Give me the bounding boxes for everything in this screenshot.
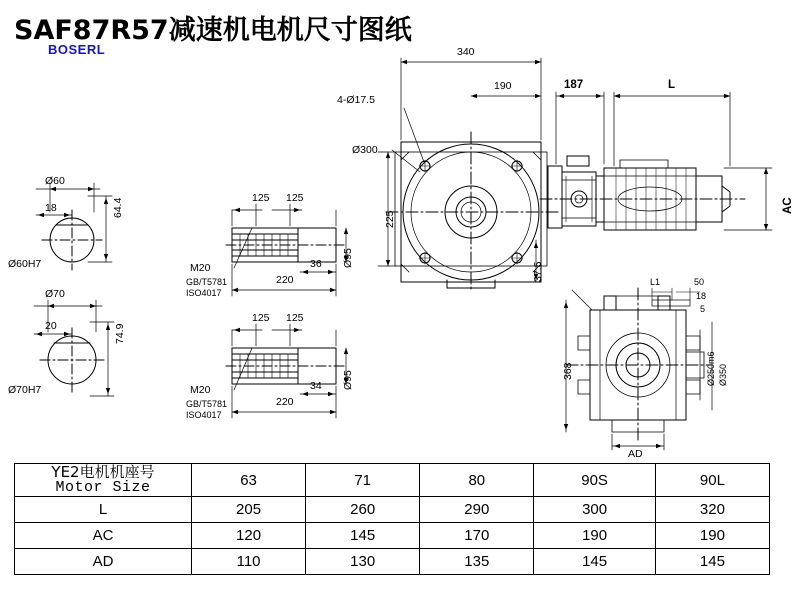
table-row <box>15 497 770 523</box>
dim-o95-b: Ø95 <box>342 370 354 390</box>
dim-37-5: 37.5 <box>532 261 544 282</box>
table-header-size-80: 80 <box>420 464 534 497</box>
brand-logo: BOSERL <box>48 42 106 57</box>
dim-AC: AC <box>782 197 794 214</box>
dim-o250m6: Ø250m6 <box>706 351 716 386</box>
cell-ac-90s: 190 <box>534 523 655 549</box>
dim-18b: 18 <box>696 291 707 301</box>
label-gb-5781-b: GB/T5781 <box>186 399 228 409</box>
cell-l-90s: 300 <box>534 497 655 523</box>
dim-34: 34 <box>310 380 322 392</box>
cell-ac-80: 170 <box>420 523 534 549</box>
motor-size-table <box>14 463 770 575</box>
dim-220-a: 220 <box>276 274 294 286</box>
table-row <box>15 523 770 549</box>
dim-125-c: 125 <box>252 312 270 324</box>
table-header-size-63: 63 <box>192 464 306 497</box>
cell-ac-63: 120 <box>192 523 306 549</box>
table-header-size-71: 71 <box>306 464 420 497</box>
dim-220-b: 220 <box>276 396 294 408</box>
dim-o95-a: Ø95 <box>342 248 354 268</box>
cell-l-63: 205 <box>192 497 306 523</box>
row-label-ac: AC <box>15 523 192 549</box>
label-m20-b: M20 <box>190 384 211 396</box>
dim-o60h7: Ø60H7 <box>8 258 42 270</box>
gearbox-bottom-view <box>564 288 712 450</box>
dim-20: 20 <box>45 320 57 332</box>
row-label-ad: AD <box>15 549 192 575</box>
table-row <box>15 549 770 575</box>
dim-190: 190 <box>494 80 512 92</box>
dim-125-d: 125 <box>286 312 304 324</box>
page-title: SAF87R57减速机电机尺寸图纸 <box>14 15 412 46</box>
cell-ac-71: 145 <box>306 523 420 549</box>
dim-o60: Ø60 <box>45 175 65 187</box>
dim-o70h7: Ø70H7 <box>8 384 42 396</box>
dim-64-4: 64.4 <box>112 197 124 218</box>
dim-74-9: 74.9 <box>114 323 126 344</box>
dim-o300: Ø300 <box>352 144 378 156</box>
label-m20-a: M20 <box>190 262 211 274</box>
dim-4x-o17-5: 4-Ø17.5 <box>337 94 375 106</box>
cell-l-71: 260 <box>306 497 420 523</box>
label-iso-4017-a: ISO4017 <box>186 288 222 298</box>
dim-125-b: 125 <box>286 192 304 204</box>
cell-ad-71: 130 <box>306 549 420 575</box>
table-header-label-cn: YE2电机机座号 <box>51 463 155 481</box>
label-gb-5781-a: GB/T5781 <box>186 277 228 287</box>
table-header-size-90l: 90L <box>655 464 769 497</box>
table-header-label <box>15 464 192 497</box>
dim-340: 340 <box>457 46 475 58</box>
cell-l-90l: 320 <box>655 497 769 523</box>
gearbox-front-view <box>378 58 560 292</box>
dim-225: 225 <box>384 210 396 228</box>
table-header-size-90s: 90S <box>534 464 655 497</box>
dim-L: L <box>668 79 676 91</box>
cell-ad-90l: 145 <box>655 549 769 575</box>
table-header-row <box>15 464 770 497</box>
motor-side-view <box>534 92 772 282</box>
cell-ad-80: 135 <box>420 549 534 575</box>
dim-50: 50 <box>694 277 705 287</box>
dim-36: 36 <box>310 258 322 270</box>
cell-ac-90l: 190 <box>655 523 769 549</box>
cell-ad-90s: 145 <box>534 549 655 575</box>
cell-l-80: 290 <box>420 497 534 523</box>
cell-ad-63: 110 <box>192 549 306 575</box>
dim-L1: L1 <box>650 277 661 287</box>
dim-18: 18 <box>45 202 57 214</box>
dim-368: 368 <box>562 362 574 380</box>
dim-o350: Ø350 <box>718 363 728 386</box>
dim-o70: Ø70 <box>45 288 65 300</box>
dim-AD: AD <box>628 448 643 460</box>
dim-125-a: 125 <box>252 192 270 204</box>
row-label-l: L <box>15 497 192 523</box>
label-iso-4017-b: ISO4017 <box>186 410 222 420</box>
dim-187: 187 <box>564 79 584 91</box>
table-header-label-en: Motor Size <box>55 479 151 497</box>
dim-5: 5 <box>700 304 706 314</box>
